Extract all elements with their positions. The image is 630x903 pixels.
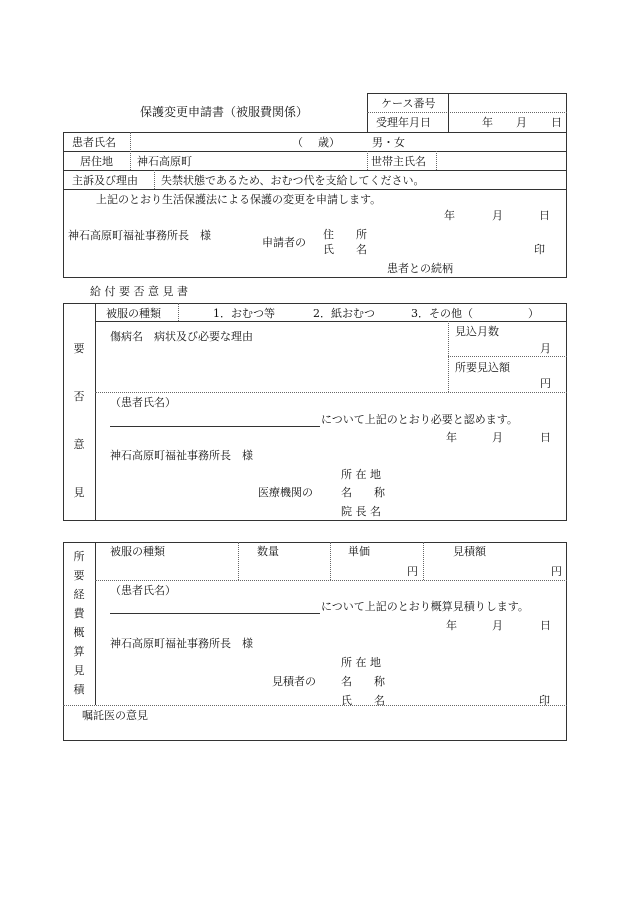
gender-field: 男・女: [372, 136, 405, 149]
estimator-label: 見積者の: [272, 675, 316, 688]
relation-label: 患者との続柄: [387, 262, 453, 275]
doctor-opinion-label: 嘱託医の意見: [82, 709, 148, 722]
addressee: 神石高原町福祉事務所長 様: [68, 229, 211, 242]
opinion-patient-name-label: （患者氏名）: [110, 396, 176, 409]
estimate-patient-name-label: （患者氏名）: [110, 584, 176, 597]
clothing-type-label: 被服の種類: [106, 307, 161, 320]
certify-text: について上記のとおり必要と認めます。: [321, 413, 518, 426]
quantity-label: 数量: [257, 545, 279, 558]
patient-name-label: 患者氏名: [72, 136, 116, 149]
facility-label: 医療機関の: [258, 486, 313, 499]
estimate-seal-mark: 印: [539, 694, 550, 707]
page-title: 保護変更申請書（被服費関係）: [140, 105, 309, 119]
case-number-label: ケース番号: [381, 97, 436, 110]
option-paper-diapers: 2．紙おむつ: [313, 307, 375, 320]
opinion-vertical-label: 要 否 意 見: [73, 342, 85, 499]
expected-cost-label: 所要見込額: [455, 361, 510, 374]
received-date-label: 受理年月日: [376, 116, 431, 129]
address-label: 居住地: [80, 155, 113, 168]
address-value: 神石高原町: [137, 155, 192, 168]
estimate-vertical-label: 所 要 経 費 概 算 見 積: [73, 550, 85, 696]
seal-mark: 印: [534, 243, 545, 256]
estimate-clothing-type-label: 被服の種類: [110, 545, 165, 558]
applicant-label: 申請者の: [262, 236, 306, 249]
disease-label: 傷病名 病状及び必要な理由: [110, 330, 253, 343]
unit-price-label: 単価: [348, 545, 370, 558]
estimate-text: について上記のとおり概算見積りします。: [321, 600, 529, 613]
opinion-section-title: 給 付 要 否 意 見 書: [90, 285, 188, 298]
household-head-label: 世帯主氏名: [371, 155, 426, 168]
estimate-patient-name-underline: [110, 613, 320, 614]
estimate-amount-label: 見積額: [453, 545, 486, 558]
option-other: 3．その他（ ）: [411, 307, 539, 320]
complaint-label: 主訴及び理由: [72, 174, 138, 187]
complaint-value: 失禁状態であるため、おむつ代を支給してください。: [161, 174, 425, 187]
patient-name-underline: [110, 426, 320, 427]
age-unit: 歳）: [318, 136, 340, 149]
option-diapers: 1．おむつ等: [213, 307, 275, 320]
application-statement: 上記のとおり生活保護法による保護の変更を申請します。: [96, 193, 382, 206]
expected-months-label: 見込月数: [455, 325, 499, 338]
